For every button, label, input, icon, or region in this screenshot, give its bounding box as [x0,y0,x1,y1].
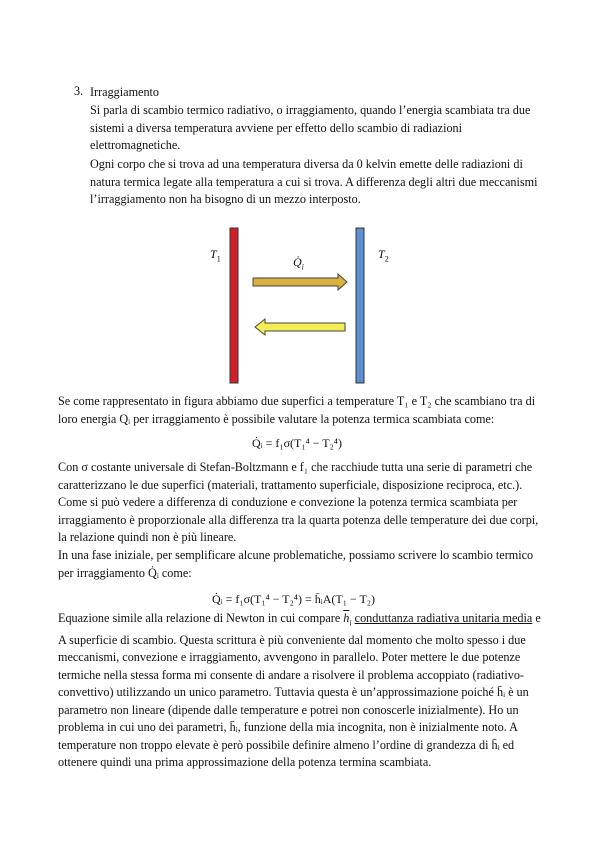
label-t1: $T_1$ [210,247,221,264]
text-line: Si parla di scambio termico radiativo, o irraggiamento, quando l’energia scambiata tra due [90,103,531,117]
text-line: convettivo) utilizzando un unico parametro. Tuttavia questa è un’approssimazione poiché h̄ᵢ è un [58,685,529,700]
text-span: e [532,611,541,625]
text-line: meccanismi, convezione e irraggiamento, avvengono in parallelo. Poter mettere le due potenze [58,650,521,665]
text-span: Equazione simile alla relazione di Newton in cui compare [58,611,344,625]
radiation-figure [180,225,430,390]
text-line: sistemi a diversa temperatura avviene per effetto dello scambio di radiazioni [90,120,463,135]
text-line: elettromagnetiche. [90,138,181,152]
right-surface [356,228,364,383]
paragraph-simplification [58,547,533,582]
h-subscript: i [349,618,352,628]
paragraph-newton-analogy [58,610,541,772]
paragraph-figure-description [58,393,535,428]
text-line: l’irraggiamento non ha bisogno di un mezzo interposto. [90,192,361,206]
text-line: ottenere quindi una prima approssimazione della potenza termina scambiata. [58,755,432,770]
label-t2: $T_2$ [378,247,389,264]
text-line: loro energia Qᵢ per irraggiamento è possibile valutare la potenza termica scambiata come: [58,411,495,426]
paragraph-stefan-boltzmann [58,459,538,547]
underlined-term: conduttanza radiativa unitaria media [354,611,533,625]
text-line: Con σ costante universale di Stefan-Boltzmann e f₁ che racchiude tutta una serie di parametri che [58,460,533,474]
text-line: A superficie di scambio. Questa scrittura è più conveniente dal momento che molto spesso i due [58,632,526,647]
text-line: la relazione quindi non è più lineare. [58,530,237,544]
formula-linearized: Q̇ᵢ = f₁σ(T₁⁴ − T₂⁴) = h̄ᵢA(T₁ − T₂) [212,592,375,606]
arrow-right [253,274,347,290]
text-line: caratterizzano le due superfici (materiali, trattamento superficiale, disposizione reciproca, etc.). [58,477,523,492]
left-surface [230,228,238,383]
h-symbol: $\overline{h}$ [343,611,350,625]
arrow-left [255,319,345,335]
text-line: natura termica legate alla temperatura a cui si trova. A differenza degli altri due meccanismi [90,174,538,189]
formula-radiation: Q̇ᵢ = f₁σ(T₁⁴ − T₂⁴) [252,436,342,450]
second-paragraph [90,156,560,209]
text-line: problema in cui uno dei parametri, h̄ᵢ, funzione della mia incognita, non è inizialmente noto. A [58,720,518,735]
text-line: Ogni corpo che si trova ad una temperatura diversa da 0 kelvin emette delle radiazioni di [90,157,523,171]
text-line: temperature non troppo elevate è però possibile definire almeno l’ordine di grandezza di h̄ᵢ ed [58,737,515,752]
text-line [58,610,541,632]
intro-paragraph [90,102,550,155]
text-line: Se come rappresentato in figura abbiamo due superfici a temperature T₁ e T₂ che scambiano tra di [58,394,536,408]
text-line: per irraggiamento Q̇ᵢ come: [58,565,192,580]
section-number: 3. [74,84,84,98]
text-line: irraggiamento è proporzionale alla differenza tra la quarta potenza delle temperature dei due corpi, [58,512,539,527]
text-line: In una fase iniziale, per semplificare alcune problematiche, possiamo scrivere lo scambio termico [58,548,534,562]
text-line: parametro non lineare (dipende dalle temperature e potrei non conoscerle inizialmente). Ho un [58,702,519,717]
text-line: Come si può vedere a differenza di conduzione e convezione la potenza termica scambiata per [58,495,518,509]
section-title: Irraggiamento [90,85,160,99]
label-qi: $Q̇_i$ [293,255,304,272]
text-line: termiche nella stessa forma mi consente di andare a risolvere il problema accoppiato (radiativo- [58,667,524,682]
